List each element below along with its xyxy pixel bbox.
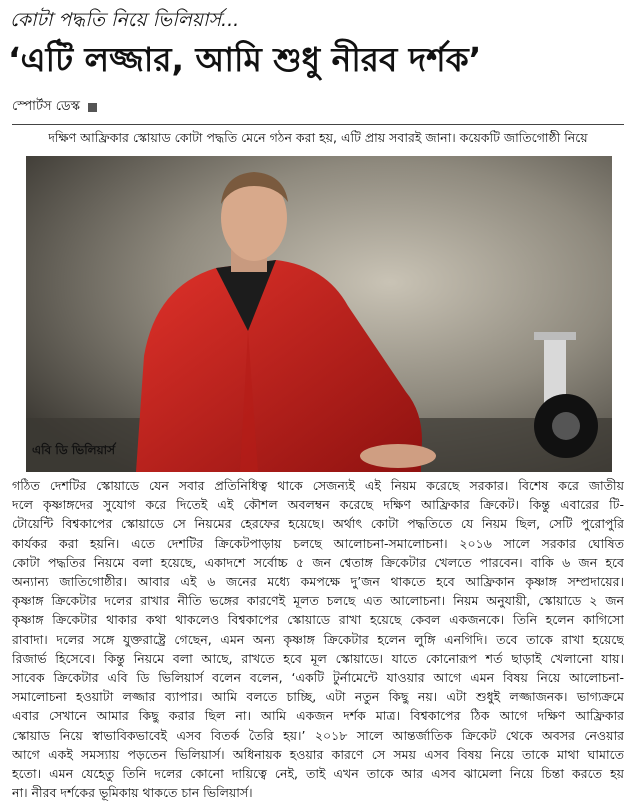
player-photo (26, 156, 612, 472)
divider (12, 124, 624, 125)
body-line: কৃষ্ণাঙ্গ ক্রিকেটার দলের রাখার নীতি ভঙ্গের কারণেই মূলত চলছে এত আলোচনা। নিয়ম অনুযায়ী, স্কোয়াডে ২ জন (12, 593, 624, 609)
body-line: কার্যকর করা হয়নি। এতে দেশটির ক্রিকেটপাড়ায় চলছে আলোচনা-সমালোচনা। ২০১৬ সালে সরকার ঘোষিত (12, 535, 624, 551)
article-kicker: কোটা পদ্ধতি নিয়ে ভিলিয়ার্স... (10, 9, 240, 31)
body-line: টোয়েন্টি বিশ্বকাপের স্কোয়াডে সে নিয়মের হেরফের হয়েছে। অর্থাৎ কোটা পদ্ধতিতে যে নিয়ম ছিল, সেটি পুরোপুরি (12, 516, 624, 532)
body-line: কৃষ্ণাঙ্গ ক্রিকেটার থাকার কথা থাকলেও বিশ্বকাপের স্কোয়াডে রাখা হয়েছে কেবল একজনকে। তিনি হলেন কাগিসো (12, 612, 624, 628)
body-line: রিজার্ভ হিসেবে। কিন্তু নিয়মে বলা আছে, রাখতে হবে মূল স্কোয়াডে। যাতে কোনোরূপ শর্ত ছাড়াই খেলানো যায়। (12, 650, 624, 666)
byline: স্পোর্টস ডেস্ক (12, 99, 80, 114)
photo-caption: এবি ডি ভিলিয়ার্স (32, 443, 116, 457)
article-lead: দক্ষিণ আফ্রিকার স্কোয়াড কোটা পদ্ধতি মেনে গঠন করা হয়, এটি প্রায় সবারই জানা। কয়েকটি জাতিগোষ্ঠী নিয়ে (48, 130, 588, 145)
body-line: সাবেক ক্রিকেটার এবি ডি ভিলিয়ার্স বলেন বলেন, ‘একটি টুর্নামেন্টে যাওয়ার আগে এমন বিষয় নিয়ে আলোচনা- (12, 670, 624, 686)
body-line: সমালোচনা হওয়াটা লজ্জার ব্যাপার। আমি বলতে চাচ্ছি, এটা নতুন কিছু নয়। এটা শুধুই লজ্জাজনক। ভাগ্যক্রমে (12, 689, 624, 705)
body-line: না। নীরব দর্শকের ভূমিকায় থাকতে চান ভিলিয়ার্স। (12, 785, 253, 801)
square-bullet-icon (88, 103, 97, 112)
body-line: স্কোয়াড নিয়ে স্বাভাবিকভাবেই এসব বিতর্ক তৈরি হয়।’ ২০১৮ সালে আন্তর্জাতিক ক্রিকেট থেকে অবসর নেওয়ার (12, 727, 624, 743)
article-headline: ‘এটি লজ্জার, আমি শুধু নীরব দর্শক’ (8, 40, 482, 79)
article-body (12, 476, 624, 802)
player-photo-illustration (26, 156, 612, 472)
body-line: হতো। এমন যেহেতু তিনি দলের কোনো দায়িত্বে নেই, তাই এখন তাকে আর এসব ঝামেলা নিয়ে চিন্তা করতে হয় (12, 766, 624, 782)
body-line: এবার সেখানে আমার কিছু করার ছিল না। আমি একজন দর্শক মাত্র। বিশ্বকাপের ঠিক আগে দক্ষিণ আফ্রিকার (12, 708, 624, 724)
body-line: আগে একই সমস্যায় পড়তেন ভিলিয়ার্স। অধিনায়ক হওয়ার কারণে সে সময় এসব বিষয় নিয়ে তাকে মাথা ঘামাতে (12, 746, 624, 762)
byline-row (12, 96, 97, 118)
body-line: কোটা পদ্ধতির নিয়মে বলা হয়েছে, একাদশে সর্বোচ্চ ৫ জন শ্বেতাঙ্গ ক্রিকেটার খেলতে পারবেন। বাকি ৬ জন হবে (12, 554, 624, 570)
body-line: দলে কৃষ্ণাঙ্গদের সুযোগ করে দিতেই এই কৌশল অবলম্বন করেছে দক্ষিণ আফ্রিকার ক্রিকেট। কিন্তু এবারের টি- (12, 497, 624, 513)
body-line: গঠিত দেশটির স্কোয়াডে যেন সবার প্রতিনিধিত্ব থাকে সেজন্যই এই নিয়ম করেছে সরকার। বিশেষ করে জাতীয় (12, 478, 624, 493)
body-line: অন্যান্য জাতিগোষ্ঠীর। আবার এই ৬ জনের মধ্যে কমপক্ষে দু’জন থাকতে হবে আফ্রিকান কৃষ্ণাঙ্গ সম্প্রদায়ের। (12, 574, 624, 590)
body-line: রাবাদা। দলের সঙ্গে যুক্তরাষ্ট্রে গেছেন, এমন অন্য কৃষ্ণাঙ্গ ক্রিকেটার হলেন লুঙ্গি এনগিদি। তবে তাকে রাখা হয়েছে (12, 631, 624, 647)
